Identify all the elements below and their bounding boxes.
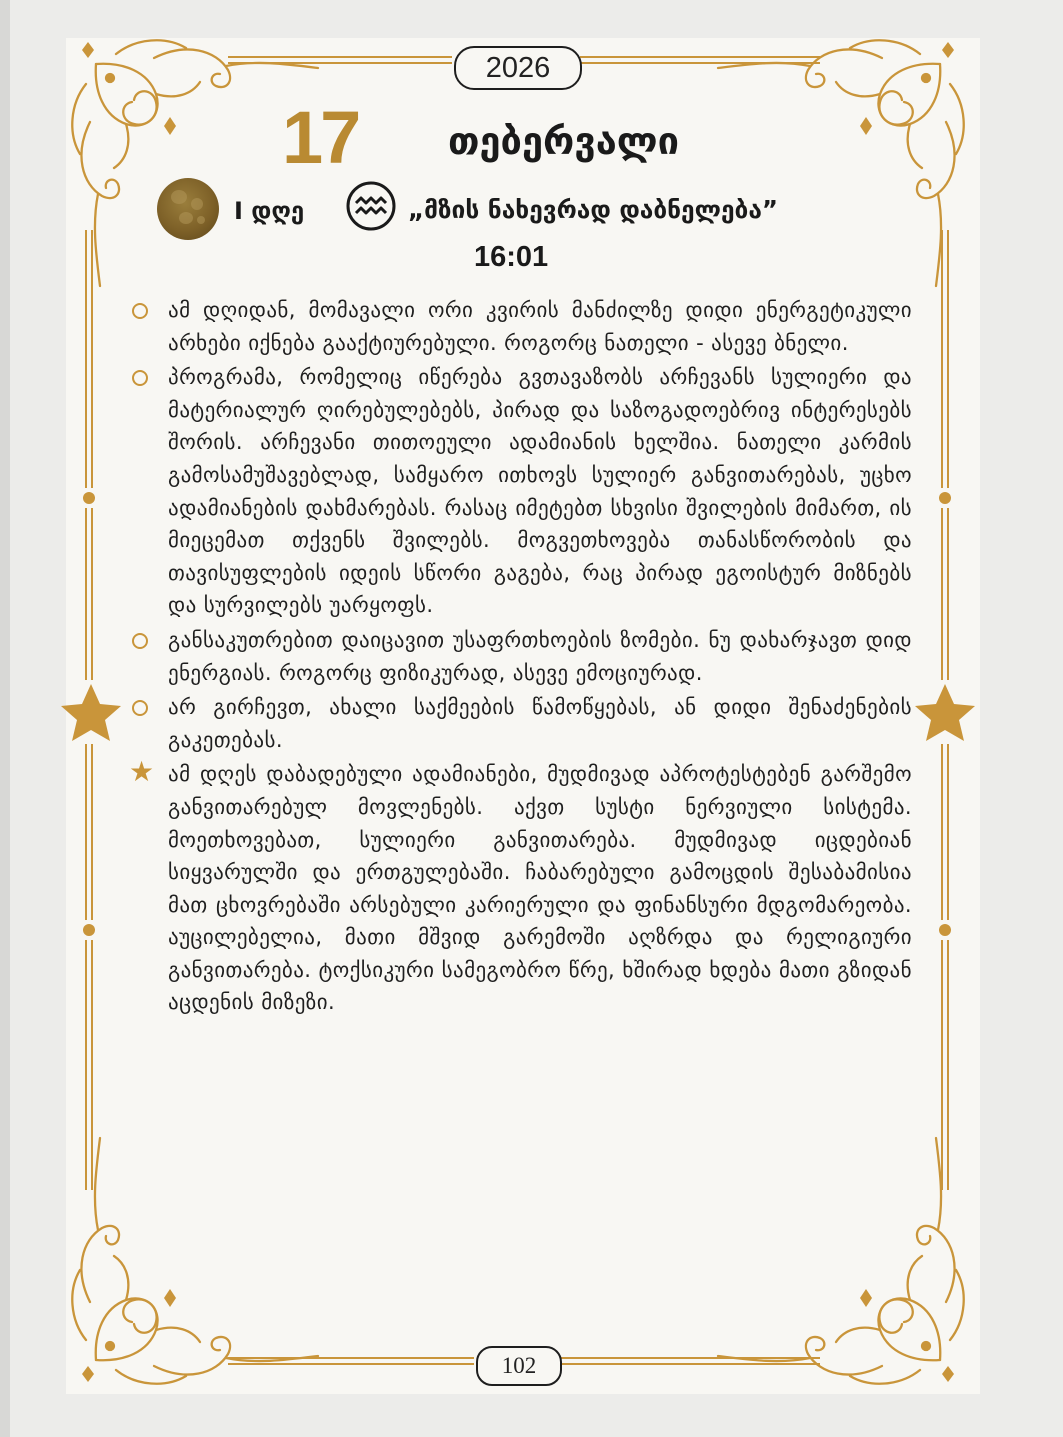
list-item-text: არ გირჩევთ, ახალი საქმეების წამოწყებას, ან დიდი შენაძენების გაკეთებას. bbox=[168, 695, 912, 752]
list-item-text: ამ დღიდან, მომავალი ორი კვირის მანძილზე დიდი ენერგეტიკული არხები იქნება გააქტიურებული. როგორც ნათელი - ასევე ბნელი. bbox=[168, 298, 912, 355]
list-item bbox=[129, 755, 912, 1019]
event-time: 16:01 bbox=[474, 241, 549, 273]
circle-bullet-icon bbox=[132, 633, 148, 649]
month-title: თებერვალი bbox=[448, 119, 680, 163]
forecast-list bbox=[129, 294, 912, 1021]
list-item-text: ამ დღეს დაბადებული ადამიანები, მუდმივად აპროტესტებენ გარშემო განვითარებულ მოვლენებს. აქვთ სუსტი ნერვიული სისტემა. მოეთხოვებათ, სულიერი განვითარება. მუდმივად იცდებიან სიყვარულში და ერთგულებაში. ჩაბარებული გამოცდის შესაბამისია მათ ცხოვრებაში არსებული კარიერული და ფინანსური მდგომარეობა. აუცილებელია, მათი მშვიდ გარემოში აღზრდა და რელიგიური განვითარება. ტოქსიკური სამეგობრო წრე, ხშირად ხდება მათი გზიდან აცდენის მიზეზი. bbox=[168, 762, 912, 1015]
list-item bbox=[132, 361, 912, 622]
day-number: 17 bbox=[282, 96, 359, 179]
list-item-text: პროგრამა, რომელიც იწერება გვთავაზობს არჩევანს სულიერი და მატერიალურ ღირებულებებს, პირად და საზოგადოებრივ ინტერესებს შორის. არჩევანი თითოეული ადამიანის ხელშია. ნათელი კარმის გამოსამუშავებლად, სამყარო ითხოვს სულიერ განვითარებას, უცხო ადამიანების დახმარებას. რასაც იმეტებთ სხვისი შვილების მიმართ, ის მიეცემათ თქვენს შვილებს. მოგვეთხოვება თანასწორობის და თავისუფლების იდეის სწორი გაგება, რაც პირად ეგოისტურ მიზნებს და სურვილებს უარყოფს. bbox=[168, 365, 912, 618]
list-item bbox=[132, 691, 912, 756]
lunar-day: I დღე bbox=[234, 197, 305, 225]
event-title: „მზის ნახევრად დაბნელება” bbox=[408, 195, 779, 224]
star-bullet-icon: ★ bbox=[129, 755, 155, 789]
list-item bbox=[132, 624, 912, 689]
new-moon-icon bbox=[157, 178, 219, 240]
circle-bullet-icon bbox=[132, 370, 148, 386]
list-item bbox=[132, 294, 912, 359]
circle-bullet-icon bbox=[132, 700, 148, 716]
aquarius-icon bbox=[345, 180, 397, 232]
year-badge: 2026 bbox=[454, 46, 582, 90]
list-item-text: განსაკუთრებით დაიცავით უსაფრთხოების ზომები. ნუ დახარჯავთ დიდ ენერგიას. როგორც ფიზიკურად, ასევე ემოციურად. bbox=[168, 627, 912, 685]
circle-bullet-icon bbox=[132, 303, 148, 319]
page-number: 102 bbox=[476, 1346, 562, 1386]
